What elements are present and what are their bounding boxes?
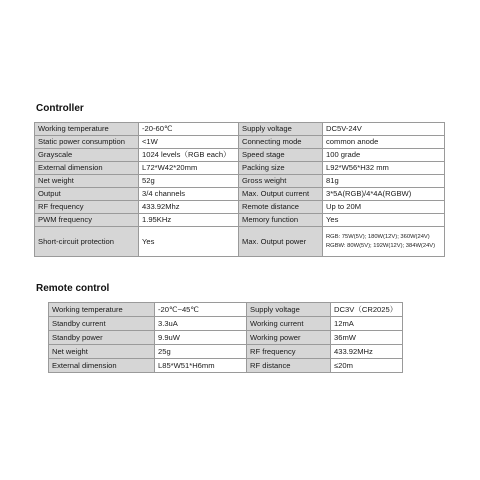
controller-spec-table-body	[35, 123, 445, 257]
spec-value: DC3V（CR2025）	[331, 303, 403, 317]
spec-label: Output	[35, 188, 139, 201]
spec-row	[49, 345, 403, 359]
spec-row	[35, 201, 445, 214]
spec-value: <1W	[139, 136, 239, 149]
max-output-power-rgbw: RGBW: 80W(5V); 192W(12V); 384W(24V)	[326, 242, 436, 249]
spec-row	[49, 317, 403, 331]
spec-value: -20℃~45℃	[155, 303, 247, 317]
spec-value: 9.9uW	[155, 331, 247, 345]
spec-value: 36mW	[331, 331, 403, 345]
spec-row	[35, 214, 445, 227]
spec-label: Gross weight	[239, 175, 323, 188]
spec-value: 12mA	[331, 317, 403, 331]
remote-control-spec-table	[48, 302, 403, 373]
spec-label: Working current	[247, 317, 331, 331]
spec-label: Grayscale	[35, 149, 139, 162]
spec-row	[49, 359, 403, 373]
spec-row	[35, 149, 445, 162]
spec-label: Memory function	[239, 214, 323, 227]
spec-label: Supply voltage	[247, 303, 331, 317]
spec-value: 433.92Mhz	[139, 201, 239, 214]
spec-value: common anode	[323, 136, 445, 149]
spec-label: Short-circuit protection	[35, 227, 139, 257]
spec-label: RF frequency	[35, 201, 139, 214]
spec-label: Standby current	[49, 317, 155, 331]
spec-value: L85*W51*H6mm	[155, 359, 247, 373]
spec-row	[49, 331, 403, 345]
controller-section-title: Controller	[36, 103, 84, 114]
spec-value: L72*W42*20mm	[139, 162, 239, 175]
spec-label: Net weight	[35, 175, 139, 188]
spec-value: 81g	[323, 175, 445, 188]
remote-control-section-title: Remote control	[36, 283, 110, 294]
spec-value: 433.92MHz	[331, 345, 403, 359]
spec-label: Max. Output current	[239, 188, 323, 201]
max-output-power-rgb: RGB: 75W(5V); 180W(12V); 360W(24V)	[326, 233, 430, 240]
spec-value: ≤20m	[331, 359, 403, 373]
spec-row	[35, 227, 445, 257]
spec-value: 25g	[155, 345, 247, 359]
spec-row	[49, 303, 403, 317]
spec-value: 3.3uA	[155, 317, 247, 331]
spec-label: Static power consumption	[35, 136, 139, 149]
spec-value: Up to 20M	[323, 201, 445, 214]
spec-row	[35, 175, 445, 188]
spec-value: Yes	[139, 227, 239, 257]
spec-value: 100 grade	[323, 149, 445, 162]
spec-label: Working power	[247, 331, 331, 345]
spec-value: DC5V-24V	[323, 123, 445, 136]
controller-spec-table	[34, 122, 445, 257]
spec-label: Speed stage	[239, 149, 323, 162]
spec-label: Connecting mode	[239, 136, 323, 149]
spec-row	[35, 123, 445, 136]
spec-value: 1024 levels（RGB each）	[139, 149, 239, 162]
spec-value: -20-60℃	[139, 123, 239, 136]
spec-label: PWM frequency	[35, 214, 139, 227]
spec-label: Remote distance	[239, 201, 323, 214]
spec-row	[35, 188, 445, 201]
spec-value: 1.95KHz	[139, 214, 239, 227]
spec-value: Yes	[323, 214, 445, 227]
spec-value: 3/4 channels	[139, 188, 239, 201]
spec-label: Max. Output power	[239, 227, 323, 257]
spec-label: Net weight	[49, 345, 155, 359]
spec-label: Standby power	[49, 331, 155, 345]
remote-control-spec-table-body	[49, 303, 403, 373]
spec-value: L92*W56*H32 mm	[323, 162, 445, 175]
spec-label: RF frequency	[247, 345, 331, 359]
spec-label: RF distance	[247, 359, 331, 373]
max-output-power-values	[323, 227, 445, 257]
spec-row	[35, 162, 445, 175]
spec-label: Working temperature	[49, 303, 155, 317]
spec-label: Supply voltage	[239, 123, 323, 136]
spec-row	[35, 136, 445, 149]
spec-value: 52g	[139, 175, 239, 188]
spec-label: Working temperature	[35, 123, 139, 136]
spec-value: 3*5A(RGB)/4*4A(RGBW)	[323, 188, 445, 201]
spec-label: External dimension	[49, 359, 155, 373]
spec-label: Packing size	[239, 162, 323, 175]
spec-label: External dimension	[35, 162, 139, 175]
